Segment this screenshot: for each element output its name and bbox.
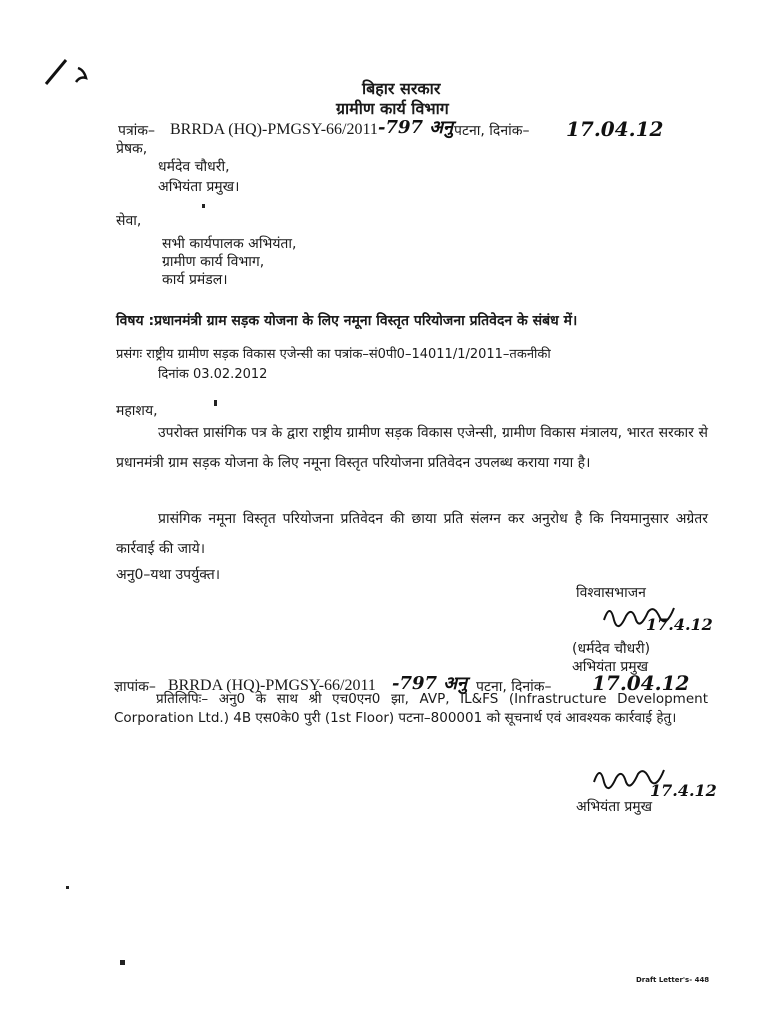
ref-label: पत्रांक– [118, 123, 156, 139]
reference-line2: दिनांक 03.02.2012 [158, 367, 268, 382]
speck [202, 204, 205, 208]
memo-designation: अभियंता प्रमुख [576, 799, 653, 815]
closing-name: (धर्मदेव चौधरी) [572, 641, 651, 657]
salutation: महाशय, [116, 403, 158, 419]
department-heading: ग्रामीण कार्य विभाग [336, 99, 449, 118]
ref-number: BRRDA (HQ)-PMGSY-66/2011 [170, 121, 378, 138]
corner-mark [44, 58, 104, 88]
subject-line: विषय :प्रधानमंत्री ग्राम सड़क योजना के लिए नमूना विस्तृत परियोजना प्रतिवेदन के संबंध में। [116, 313, 578, 329]
ref-hand-number: -797 अनु [378, 117, 454, 138]
body-paragraph-2: प्रासंगिक नमूना विस्तृत परियोजना प्रतिवेदन की छाया प्रति संलग्न कर अनुरोध है कि नियमानुसार अग्रेतर कार्रवाई की जाये। [116, 511, 708, 557]
ref-hand-date: 17.04.12 [566, 117, 664, 141]
speck [120, 960, 125, 965]
memo-signature-date: 17.4.12 [650, 781, 717, 800]
sender-name: धर्मदेव चौधरी, [158, 159, 230, 175]
enclosure-note: अनु0–यथा उपर्युक्त। [116, 567, 221, 583]
memo-place-date-label: पटना, दिनांक– [476, 679, 552, 695]
closing-yours: विश्वासभाजन [576, 585, 646, 601]
government-heading: बिहार सरकार [362, 79, 441, 98]
copy-to-paragraph: प्रतिलिपिः– अनु0 के साथ श्री एच0एन0 झा, AVP, IL&FS (Infrastructure Development Corporation Ltd.) 4B एस0के0 पुरी (1st Floor) पटना–800001 को सूचनार्थ एवं आवश्यक कार्रवाई हेतु। [114, 691, 708, 726]
recipient-label: सेवा, [116, 213, 142, 229]
recipient-line3: कार्य प्रमंडल। [162, 272, 228, 288]
speck [66, 886, 69, 889]
body-paragraph-1: उपरोक्त प्रासंगिक पत्र के द्वारा राष्ट्रीय ग्रामीण सड़क विकास एजेन्सी, ग्रामीण विकास मंत्रालय, भारत सरकार से प्रधानमंत्री ग्राम सड़क योजना के लिए नमूना विस्तृत परियोजना प्रतिवेदन उपलब्ध कराया गया है। [116, 425, 708, 471]
recipient-line1: सभी कार्यपालक अभियंता, [162, 236, 297, 252]
memo-number: BRRDA (HQ)-PMGSY-66/2011 [168, 677, 376, 694]
memo-label: ज्ञापांक– [114, 679, 156, 695]
memo-hand-date: 17.04.12 [592, 671, 690, 695]
memo-hand-number: -797 अनु [392, 673, 468, 694]
signature-date: 17.4.12 [646, 615, 713, 634]
sender-designation: अभियंता प्रमुख। [158, 179, 240, 195]
sender-label: प्रेषक, [116, 141, 148, 157]
speck [214, 400, 217, 406]
reference-line1: प्रसंगः राष्ट्रीय ग्रामीण सड़क विकास एजेन्सी का पत्रांक–सं0पी0–14011/1/2011–तकनीकी [116, 347, 551, 362]
ref-place-date-label: पटना, दिनांक– [454, 123, 530, 139]
footer-note: Draft Letter's- 448 [636, 976, 710, 984]
recipient-line2: ग्रामीण कार्य विभाग, [162, 254, 265, 270]
closing-designation: अभियंता प्रमुख [572, 659, 649, 675]
